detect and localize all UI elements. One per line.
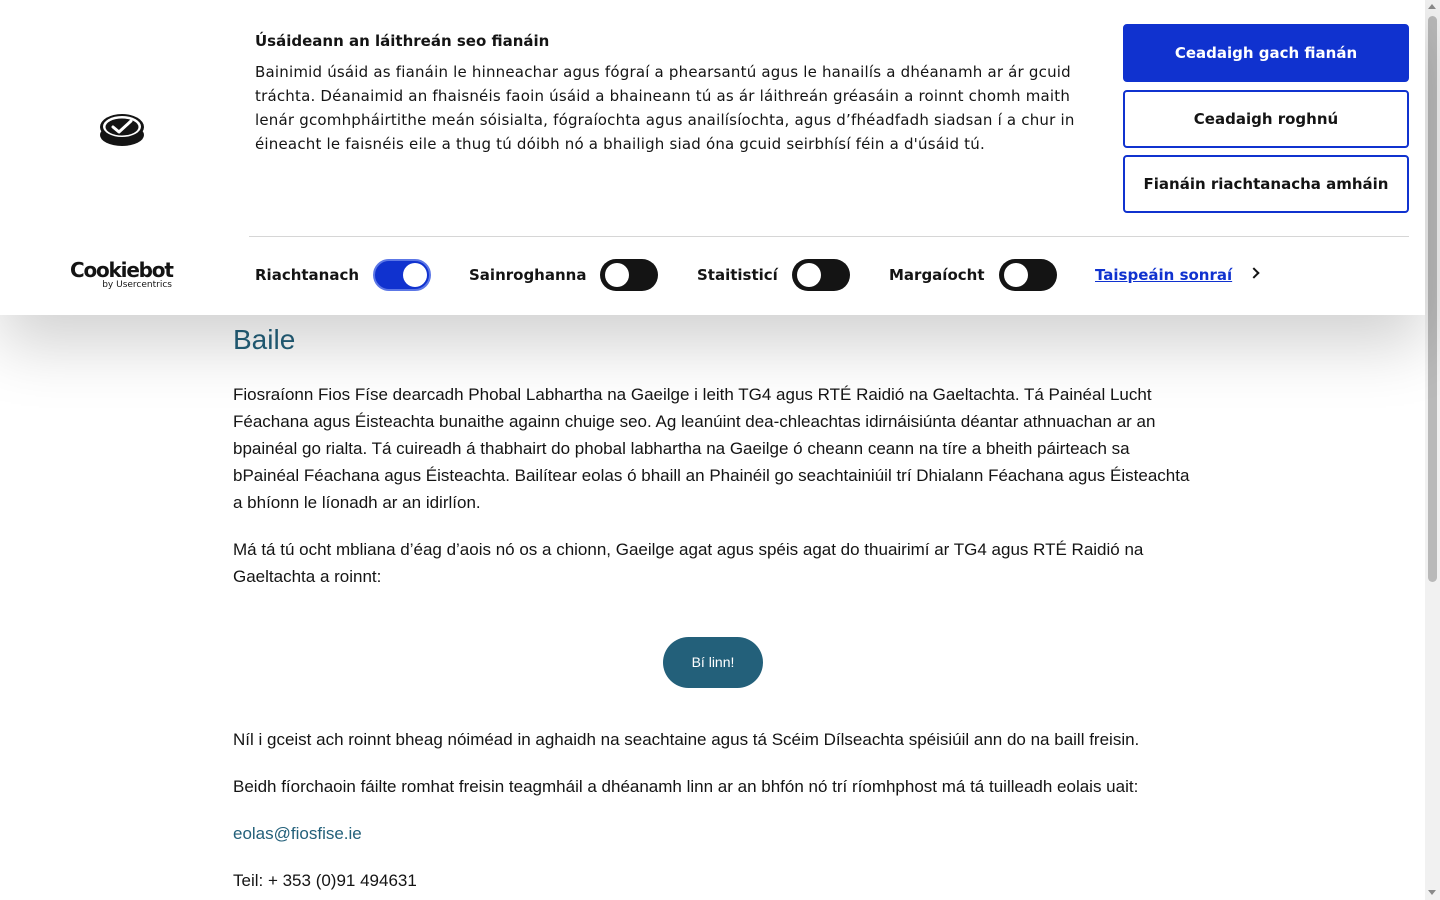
brand-name: Cookiebot [70,258,173,282]
toggle-label: Riachtanach [255,266,360,284]
switch-knob [605,263,629,287]
marketing-switch[interactable] [999,259,1057,291]
contact-paragraph: Beidh fíorchaoin fáilte romhat freisin teagmháil a dhéanamh linn ar an bhfón nó trí ríomhphost má tá tuilleadh eolais uait: [233,777,1139,796]
page-title: Baile [233,324,296,355]
preferences-switch[interactable] [600,259,658,291]
toggle-statistics [697,258,850,292]
switch-knob [1004,263,1028,287]
necessary-only-button[interactable]: Fianáin riachtanacha amháin [1123,155,1409,213]
email-paragraph [233,820,1193,847]
banner-title: Úsáideann an láithreán seo fianáin [255,32,550,50]
banner-divider [249,236,1409,237]
phone-paragraph: Teil: + 353 (0)91 494631 [233,871,417,890]
cookiebot-brand [70,259,174,290]
toggle-necessary [255,258,431,292]
toggle-marketing [889,258,1057,292]
weekly-paragraph: Níl i gceist ach roinnt bheag nóiméad in aghaidh na seachtaine agus tá Scéim Dílseachta spéisiúil ann do na baill freisin. [233,730,1140,749]
necessary-switch[interactable] [373,259,431,291]
allow-selection-button[interactable]: Ceadaigh roghnú [1123,90,1409,148]
allow-all-button[interactable]: Ceadaigh gach fianán [1123,24,1409,82]
cookiebot-logo-icon [97,108,147,148]
toggle-label: Staitisticí [697,266,778,284]
scroll-down-arrow-icon[interactable] [1428,890,1436,895]
toggle-label: Sainroghanna [469,266,587,284]
intro-paragraph: Fiosraíonn Fios Físe dearcadh Phobal Labhartha na Gaeilge i leith TG4 agus RTÉ Raidió na Gaeltachta. Tá Painéal Lucht Féachana agus Éisteachta bunaithe againn chuige seo. Ag leanúint dea-chleachtas idirnáisiúnta déantar athnuachan ar an bpainéal go rialta. Tá cuireadh á thabhairt do phobal labhartha na Gaeilge ó cheann ceann na tíre a bheith páirteach sa bPainéal Féachana agus Éisteachta. Bailítear eolas ó bhaill an Phainéil go seachtainiúil trí Dhialann Féachana agus Éisteachta a bhíonn le líonadh ar an idirlíon. [233,385,1190,512]
statistics-switch[interactable] [792,259,850,291]
page-scrollbar[interactable] [1425,0,1440,900]
toggle-preferences [469,258,658,292]
switch-knob [403,263,427,287]
join-button[interactable]: Bí linn! [663,637,763,688]
chevron-right-icon[interactable] [1248,267,1259,278]
cookie-consent-banner [0,0,1425,315]
show-details-link[interactable]: Taispeáin sonraí [1095,266,1233,284]
main-content [233,322,1193,894]
scroll-up-arrow-icon[interactable] [1428,4,1436,9]
banner-description: Bainimid úsáid as fianáin le hinneachar agus fógraí a phearsantú agus le hanailís a dhéanamh ar ár gcuid tráchta. Déanaimid an fhaisnéis faoin úsáid a bhaineann tú as ár láithreán gréasáin a roinnt chomh maith lenár gcomhpháirtithe meán sóisialta, fógraíochta agus anailísíochta, agus d’fhéadfadh siadsan í a chur in éineacht le faisnéis eile a thug tú dóibh nó a bhailigh siad óna gcuid seirbhísí féin a d'úsáid tú. [255,63,1075,153]
brand-sub: by Usercentrics [102,280,172,290]
switch-knob [797,263,821,287]
scroll-thumb[interactable] [1428,16,1437,582]
invite-paragraph: Má tá tú ocht mbliana d’éag d’aois nó os a chionn, Gaeilge agat agus spéis agat do thuairimí ar TG4 agus RTÉ Raidió na Gaeltachta a roinnt: [233,540,1144,586]
toggle-label: Margaíocht [889,266,985,284]
email-link[interactable]: eolas@fiosfise.ie [233,824,362,843]
join-button-wrap [233,637,1193,688]
